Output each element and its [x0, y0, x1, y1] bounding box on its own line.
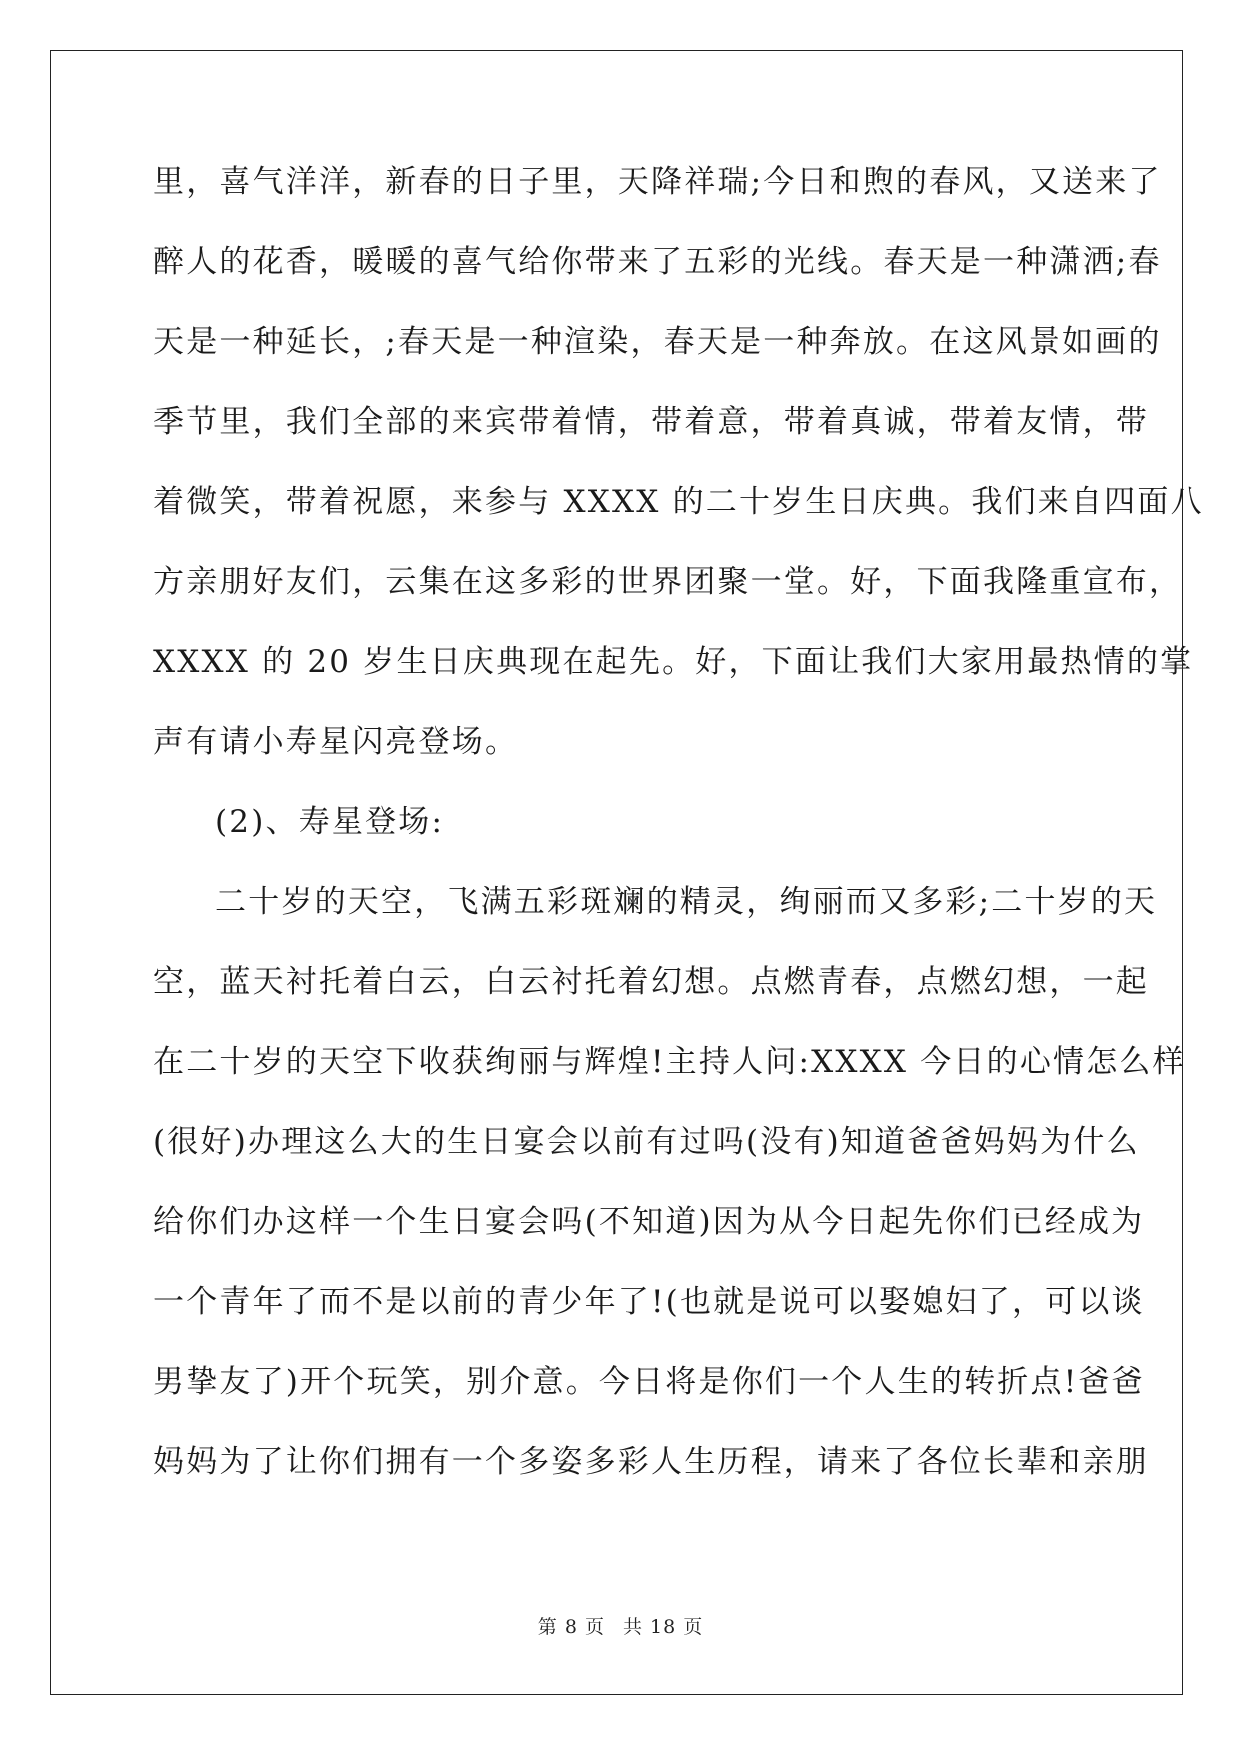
text-line: 男挚友了)开个玩笑，别介意。今日将是你们一个人生的转折点!爸爸	[153, 1364, 1145, 1400]
section-heading: (2)、寿星登场:	[215, 804, 445, 840]
text-line: 声有请小寿星闪亮登场。	[153, 724, 519, 760]
page-number: 第 8 页	[537, 1616, 605, 1638]
text-line: 妈妈为了让你们拥有一个多姿多彩人生历程，请来了各位长辈和亲朋	[153, 1444, 1149, 1480]
page-total: 共 18 页	[622, 1616, 704, 1638]
text-line: 空，蓝天衬托着白云，白云衬托着幻想。点燃青春，点燃幻想，一起	[153, 964, 1149, 1000]
text-line: 一个青年了而不是以前的青少年了!(也就是说可以娶媳妇了，可以谈	[153, 1284, 1145, 1320]
document-body	[153, 158, 1204, 1518]
text-line: 给你们办这样一个生日宴会吗(不知道)因为从今日起先你们已经成为	[153, 1204, 1145, 1240]
text-line: XXXX 的 20 岁生日庆典现在起先。好，下面让我们大家用最热情的掌	[153, 644, 1194, 680]
text-line: 天是一种延长，;春天是一种渲染，春天是一种奔放。在这风景如画的	[153, 324, 1162, 360]
text-line: 着微笑，带着祝愿，来参与 XXXX 的二十岁生日庆典。我们来自四面八	[153, 484, 1204, 520]
text-line: (很好)办理这么大的生日宴会以前有过吗(没有)知道爸爸妈妈为什么	[153, 1124, 1140, 1160]
text-line: 里，喜气洋洋，新春的日子里，天降祥瑞;今日和煦的春风，又送来了	[153, 164, 1162, 200]
page-footer	[0, 1612, 1241, 1639]
text-line: 季节里，我们全部的来宾带着情，带着意，带着真诚，带着友情，带	[153, 404, 1149, 440]
text-line: 在二十岁的天空下收获绚丽与辉煌!主持人问:XXXX 今日的心情怎么样	[153, 1044, 1186, 1080]
text-line: 醉人的花香，暖暖的喜气给你带来了五彩的光线。春天是一种潇洒;春	[153, 244, 1162, 280]
text-line: 方亲朋好友们，云集在这多彩的世界团聚一堂。好，下面我隆重宣布，	[153, 564, 1183, 600]
text-line: 二十岁的天空，飞满五彩斑斓的精灵，绚丽而又多彩;二十岁的天	[215, 884, 1158, 920]
